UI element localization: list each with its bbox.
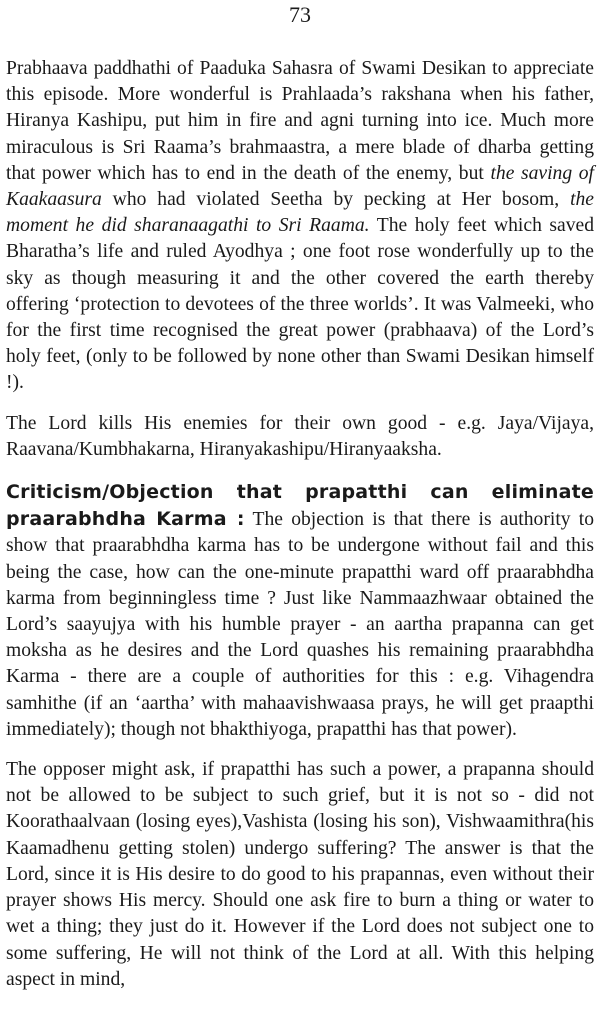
text-segment: The Lord kills His enemies for their own good - e.g. Jaya/Vijaya, Raavana/Kumbhakarna, Hiranyakashipu/Hiranyaaksha. bbox=[6, 412, 594, 460]
paragraph-paaduka-episode bbox=[6, 56, 594, 397]
text-segment: who had violated Seetha by pecking at Her bosom, bbox=[101, 189, 571, 211]
paragraph-criticism-objection bbox=[6, 479, 594, 743]
page-body bbox=[6, 56, 594, 993]
text-segment: The holy feet which saved Bharatha’s life and ruled Ayodhya ; one foot rose wonderfully up to the sky as though measuring it and the other covered the earth thereby offering ‘protection to devotees of the three worlds’. It was Valmeeki, who for the first time recognised the great power (prabhaava) of the Lord’s holy feet, (only to be followed by none other than Swami Desikan himself !). bbox=[6, 215, 595, 394]
page-number: 73 bbox=[289, 2, 311, 27]
text-segment: The opposer might ask, if prapatthi has such a power, a prapanna should not be allowed to be subject to such grief, but it is not so - did not Koorathaalvaan (losing eyes),Vashista (losing his son), Vishwaamithra(his Kaamadhenu getting stolen) undergo suffering? The answer is that the Lord, since it is His desire to do good to his prapannas, even without their prayer shows His mercy. Should one ask fire to burn a thing or water to wet a thing; they just do it. However if the Lord does not subject one to some suffering, He will not think of the Lord at all. With this helping aspect in mind, bbox=[6, 759, 594, 990]
italic-phrase-kaakaasura: the saving of Kaakaasura bbox=[6, 162, 594, 211]
section-heading-criticism: Criticism/Objection that prapatthi can eliminate praarabhdha Karma : bbox=[6, 481, 594, 531]
text-segment: Prabhaava paddhathi of Paaduka Sahasra of Swami Desikan to appreciate this episode. More wonderful is Prahlaada’s rakshana when his father, Hiranya Kashipu, put him in fire and agni turning into ice. Much more miraculous is Sri Raama’s brahmaastra, a mere blade of dharba getting that power which has to end in the death of the enemy, but bbox=[6, 58, 594, 184]
paragraph-lord-kills-enemies bbox=[6, 411, 594, 463]
paragraph-opposer-question bbox=[6, 757, 594, 993]
italic-phrase-sharanaagathi: the moment he did sharanaagathi to Sri Raama. bbox=[6, 189, 594, 237]
text-segment: The objection is that there is authority to show that praarabhdha karma has to be undergone without fail and this being the case, how can the one-minute prapatthi ward off praarabhdha karma from beginningless time ? Just like Nammaazhwaar obtained the Lord’s saayujya with his humble prayer - an aartha prapanna can get moksha as he desires and the Lord quashes his remaining praarabhdha Karma - there are a couple of authorities for this : e.g. Vihagendra samhithe (if an ‘aartha’ with mahaavishwaasa prays, he will get praapthi immediately); though not bhakthiyoga, prapatthi has that power). bbox=[6, 509, 595, 740]
